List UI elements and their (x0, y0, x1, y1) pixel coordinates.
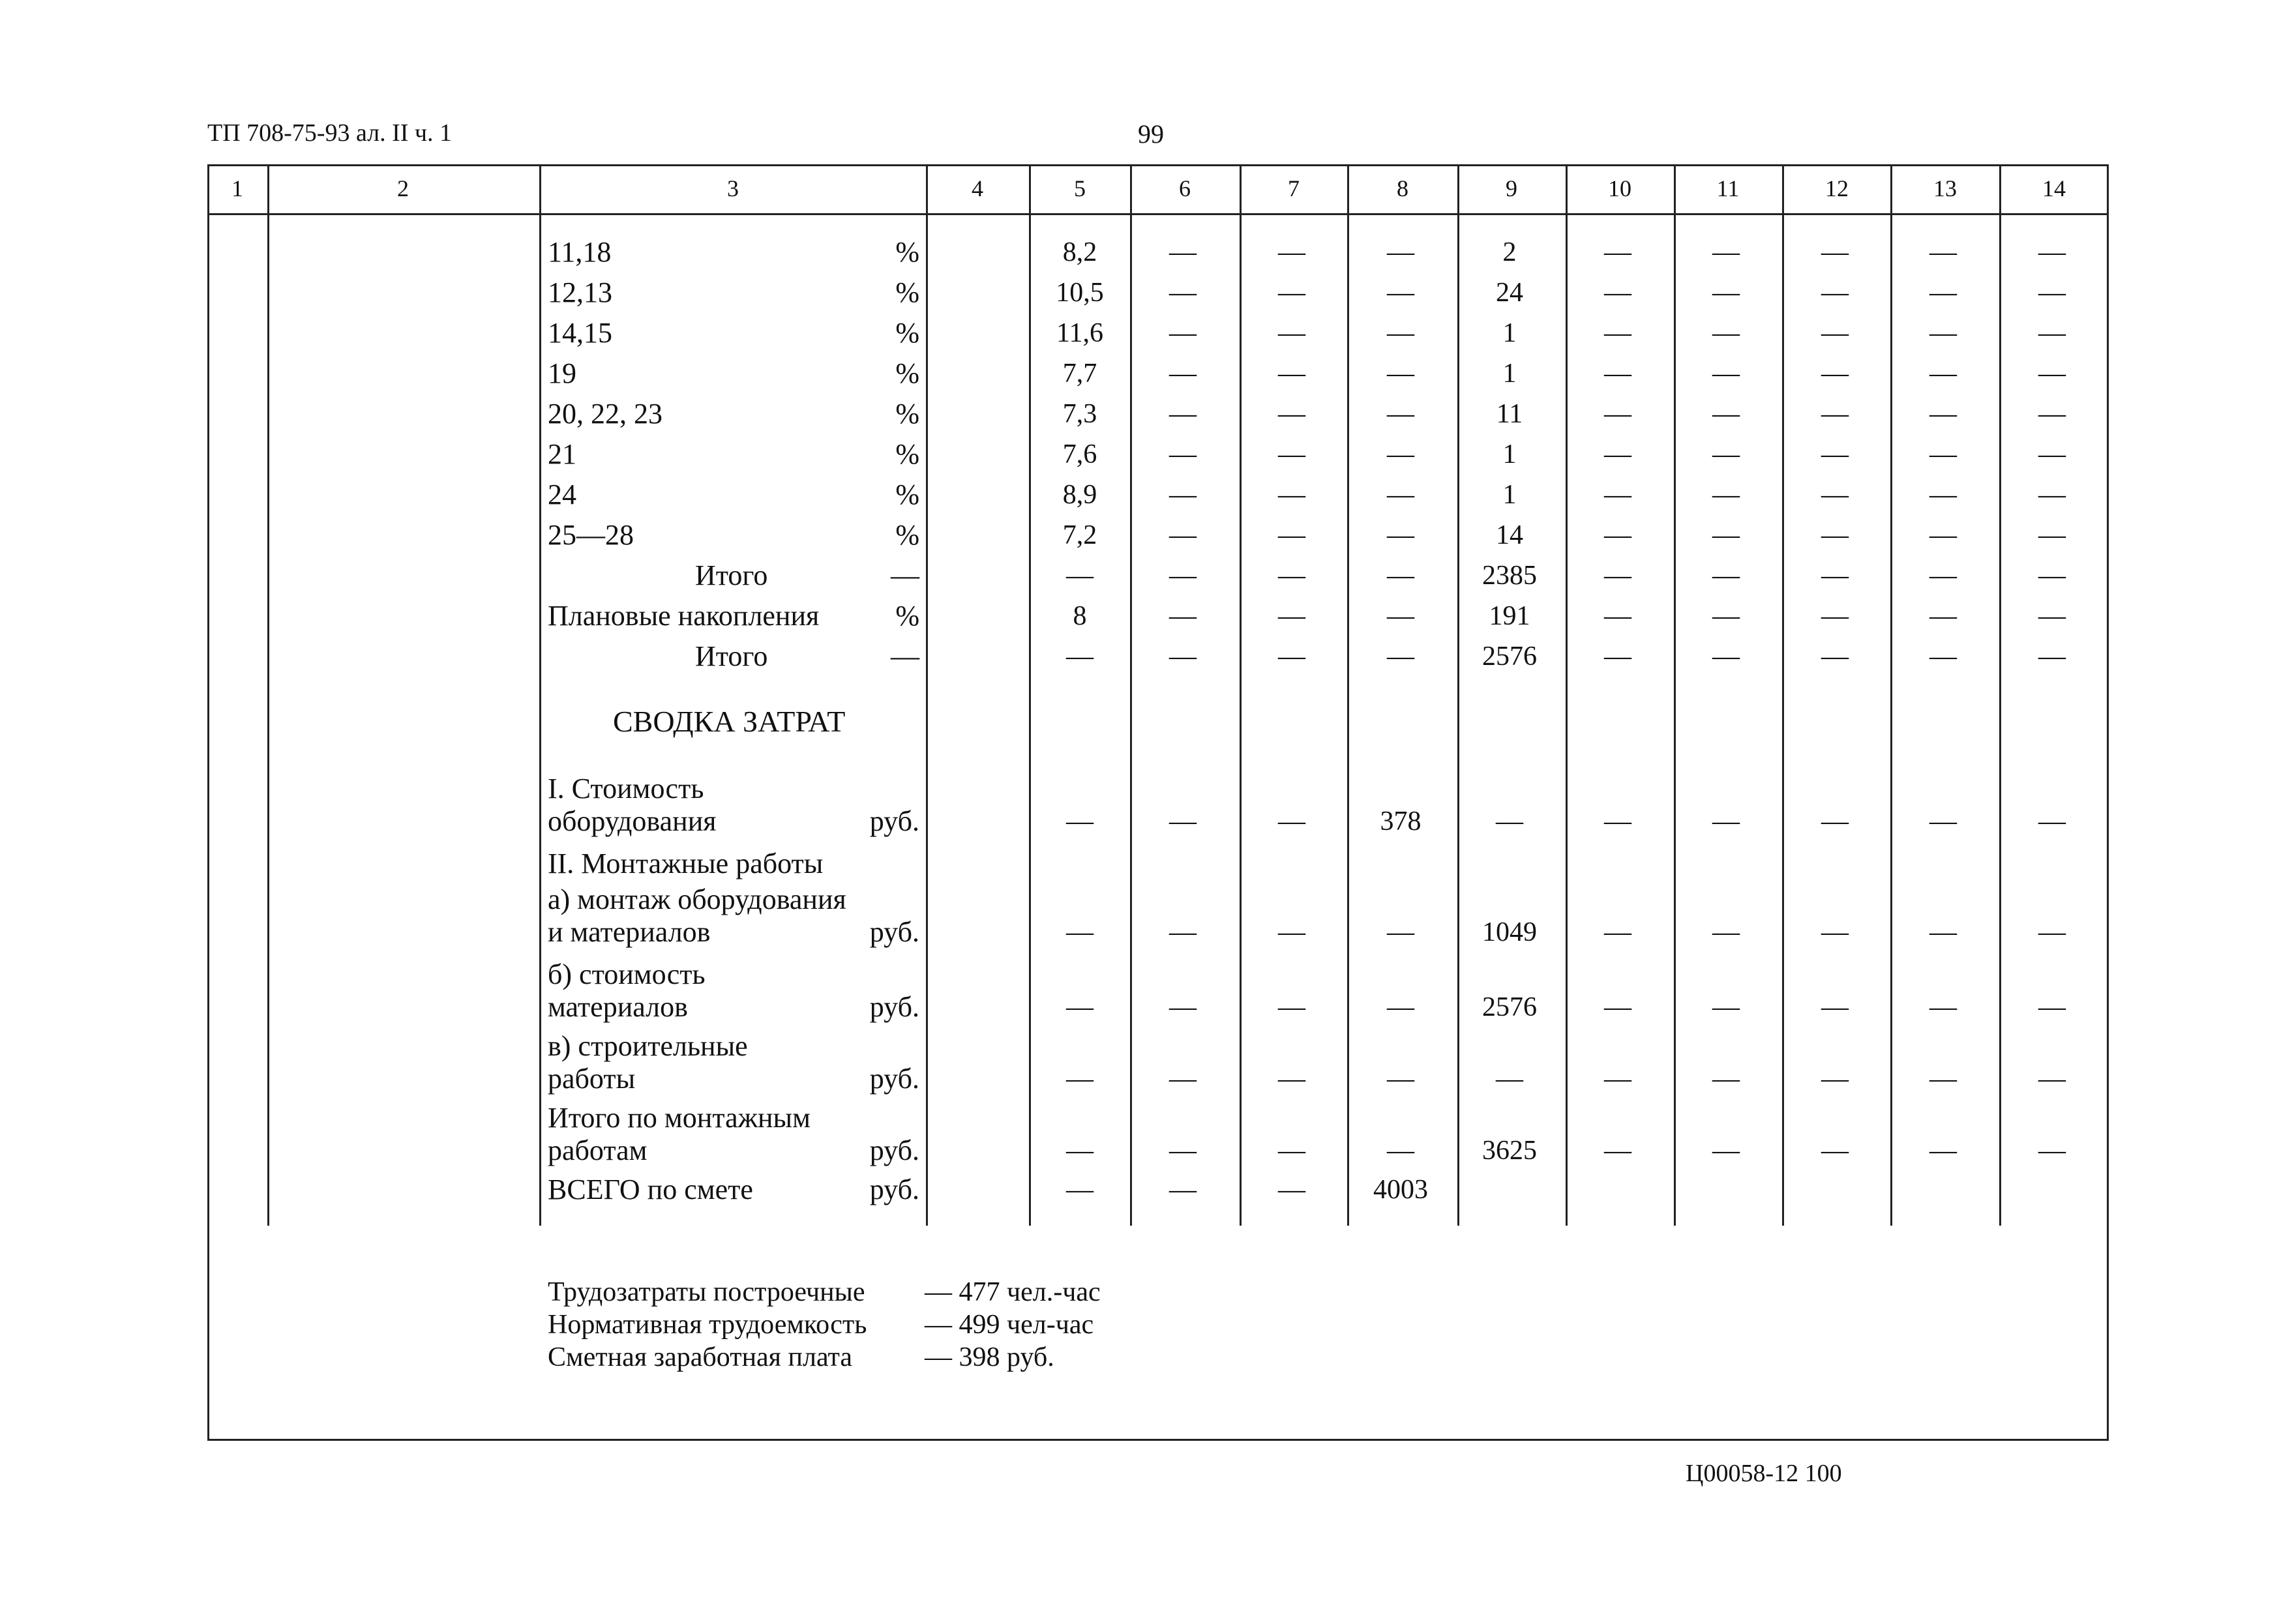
row-label: 25—28 (548, 519, 634, 551)
cell-c8: — (1387, 642, 1414, 672)
column-header: 8 (1397, 175, 1408, 201)
cell-c10: — (1604, 237, 1631, 267)
cell-c8: — (1387, 601, 1414, 631)
cell-c11: — (1712, 642, 1740, 672)
summary-cell-c10: — (1604, 1064, 1631, 1094)
summary-label: б) стоимость (548, 958, 706, 990)
col-divider-11 (1782, 164, 1784, 1226)
cell-c14: — (2038, 278, 2066, 308)
footnote-label: Сметная заработная плата (548, 1342, 853, 1372)
cell-c12: — (1821, 561, 1849, 591)
summary-unit: руб. (869, 1063, 919, 1095)
col-divider-2 (539, 164, 541, 1226)
row-label: 12,13 (548, 276, 612, 308)
row-unit: % (895, 438, 919, 470)
footer-code: Ц00058-12 100 (1686, 1460, 1842, 1487)
summary-cell-c10: — (1604, 806, 1631, 836)
cell-c7: — (1278, 561, 1305, 591)
cell-c5: 7,3 (1062, 399, 1097, 429)
summary-cell-c14: — (2038, 1064, 2066, 1094)
cell-c13: — (1929, 359, 1957, 389)
column-header: 9 (1506, 175, 1517, 201)
summary-cell-c11: — (1712, 917, 1740, 947)
cell-c10: — (1604, 399, 1631, 429)
row-label: Плановые накопления (548, 600, 820, 632)
summary-title: СВОДКА ЗАТРАТ (613, 705, 846, 738)
cell-c13: — (1929, 399, 1957, 429)
cell-c6: — (1169, 520, 1197, 550)
cell-c6: — (1169, 561, 1197, 591)
summary-cell-c7: — (1278, 806, 1305, 836)
cell-c5: 11,6 (1056, 318, 1103, 348)
column-header: 7 (1288, 175, 1300, 201)
cell-c6: — (1169, 642, 1197, 672)
col-divider-12 (1890, 164, 1892, 1226)
summary-cell-c10: — (1604, 1136, 1631, 1166)
summary-cell-c5: — (1066, 992, 1094, 1022)
summary-cell-c8: — (1387, 992, 1414, 1022)
summary-cell-c5: — (1066, 806, 1094, 836)
cell-c10: — (1604, 561, 1631, 591)
cell-c9: 2385 (1482, 561, 1537, 591)
cell-c13: — (1929, 601, 1957, 631)
column-header: 6 (1179, 175, 1191, 201)
cell-c14: — (2038, 237, 2066, 267)
summary-unit: руб. (869, 916, 919, 948)
cell-c5: 7,6 (1062, 439, 1097, 469)
cell-c14: — (2038, 399, 2066, 429)
summary-cell-c12: — (1821, 1136, 1849, 1166)
summary-cell-c11: — (1712, 992, 1740, 1022)
summary-cell-c5: — (1066, 1175, 1094, 1205)
cell-c8: — (1387, 561, 1414, 591)
page-number: 99 (1138, 119, 1164, 149)
cell-c7: — (1278, 278, 1305, 308)
cell-c12: — (1821, 642, 1849, 672)
cell-c9: 1 (1502, 439, 1517, 469)
cell-c5: 7,7 (1062, 359, 1097, 389)
cell-c8: — (1387, 318, 1414, 348)
cell-c13: — (1929, 480, 1957, 510)
summary-cell-c9: — (1496, 806, 1523, 836)
summary-cell-c7: — (1278, 1175, 1305, 1205)
summary-cell-c12: — (1821, 917, 1849, 947)
column-header: 14 (2042, 175, 2066, 201)
cell-c9: 11 (1496, 399, 1523, 429)
cell-c12: — (1821, 399, 1849, 429)
cell-c9: 2 (1502, 237, 1517, 267)
cell-c5: 8,2 (1062, 237, 1097, 267)
cell-c9: 24 (1496, 278, 1523, 308)
summary-cell-c7: — (1278, 1136, 1305, 1166)
summary-cell-c11: — (1712, 1136, 1740, 1166)
summary-label: II. Монтажные работы (548, 848, 824, 879)
cell-c6: — (1169, 399, 1197, 429)
summary-cell-c8: — (1387, 917, 1414, 947)
cell-c8: — (1387, 520, 1414, 550)
footnote-label: Трудозатраты построечные (548, 1277, 865, 1307)
summary-cell-c6: — (1169, 917, 1197, 947)
cell-c12: — (1821, 278, 1849, 308)
cell-c11: — (1712, 439, 1740, 469)
summary-cell-c14: — (2038, 1136, 2066, 1166)
cell-c9: 1 (1502, 318, 1517, 348)
summary-label-cont: материалов (548, 991, 688, 1023)
summary-label-cont: работы (548, 1063, 636, 1095)
cell-c5: 7,2 (1062, 520, 1097, 550)
summary-cell-c7: — (1278, 917, 1305, 947)
cell-c10: — (1604, 601, 1631, 631)
cell-c5: 10,5 (1056, 278, 1104, 308)
cell-c8: — (1387, 480, 1414, 510)
summary-cell-c6: — (1169, 992, 1197, 1022)
summary-label: I. Стоимость (548, 773, 704, 805)
row-label: 14,15 (548, 317, 612, 349)
footnote-value: — 398 руб. (925, 1342, 1054, 1372)
cell-c7: — (1278, 318, 1305, 348)
summary-cell-c12: — (1821, 1064, 1849, 1094)
cell-c5: 8 (1073, 601, 1087, 631)
summary-cell-c11: — (1712, 806, 1740, 836)
cell-c7: — (1278, 399, 1305, 429)
summary-cell-c14: — (2038, 992, 2066, 1022)
summary-cell-c10: — (1604, 992, 1631, 1022)
summary-cell-c10: — (1604, 917, 1631, 947)
cell-c7: — (1278, 480, 1305, 510)
cell-c11: — (1712, 278, 1740, 308)
cell-c9: 1 (1502, 359, 1517, 389)
summary-cell-c12: — (1821, 992, 1849, 1022)
cell-c7: — (1278, 359, 1305, 389)
col-divider-1 (267, 164, 269, 1226)
footnote-label: Нормативная трудоемкость (548, 1310, 867, 1340)
row-unit: % (895, 398, 919, 430)
row-unit: % (895, 236, 919, 268)
cell-c13: — (1929, 278, 1957, 308)
cell-c12: — (1821, 480, 1849, 510)
summary-cell-c8: 4003 (1373, 1175, 1428, 1205)
summary-cell-c6: — (1169, 806, 1197, 836)
summary-label: а) монтаж оборудования (548, 883, 846, 915)
summary-unit: руб. (869, 805, 919, 837)
table-frame (207, 164, 2109, 1441)
col-divider-6 (1240, 164, 1242, 1226)
cell-c6: — (1169, 318, 1197, 348)
cell-c13: — (1929, 439, 1957, 469)
cell-c6: — (1169, 237, 1197, 267)
summary-cell-c5: — (1066, 1064, 1094, 1094)
cell-c11: — (1712, 399, 1740, 429)
cell-c7: — (1278, 601, 1305, 631)
summary-cell-c8: — (1387, 1136, 1414, 1166)
cell-c7: — (1278, 520, 1305, 550)
cell-c6: — (1169, 278, 1197, 308)
summary-cell-c5: — (1066, 1136, 1094, 1166)
column-header: 5 (1074, 175, 1086, 201)
summary-cell-c7: — (1278, 1064, 1305, 1094)
summary-cell-c7: — (1278, 992, 1305, 1022)
cell-c13: — (1929, 520, 1957, 550)
header-divider (207, 213, 2109, 215)
row-label: 24 (548, 479, 576, 510)
cell-c13: — (1929, 237, 1957, 267)
column-header: 1 (231, 175, 243, 201)
cell-c14: — (2038, 480, 2066, 510)
cell-c10: — (1604, 642, 1631, 672)
cell-c5: — (1066, 561, 1094, 591)
cell-c14: — (2038, 359, 2066, 389)
summary-cell-c8: — (1387, 1064, 1414, 1094)
summary-cell-c5: — (1066, 917, 1094, 947)
row-label: 21 (548, 438, 576, 470)
cell-c8: — (1387, 278, 1414, 308)
row-unit: % (895, 317, 919, 349)
cell-c14: — (2038, 520, 2066, 550)
summary-cell-c6: — (1169, 1175, 1197, 1205)
summary-cell-c13: — (1929, 1136, 1957, 1166)
document-code: ТП 708-75-93 ал. II ч. 1 (207, 119, 453, 147)
cell-c5: — (1066, 642, 1094, 672)
cell-c11: — (1712, 480, 1740, 510)
row-unit: — (891, 559, 919, 591)
col-divider-3 (926, 164, 928, 1226)
summary-cell-c11: — (1712, 1064, 1740, 1094)
column-header: 12 (1825, 175, 1849, 201)
summary-label: Итого по монтажным (548, 1102, 811, 1134)
summary-label: ВСЕГО по смете (548, 1174, 753, 1205)
cell-c12: — (1821, 237, 1849, 267)
cell-c10: — (1604, 480, 1631, 510)
cell-c12: — (1821, 520, 1849, 550)
cell-c7: — (1278, 439, 1305, 469)
cell-c7: — (1278, 642, 1305, 672)
summary-cell-c14: — (2038, 917, 2066, 947)
summary-cell-c9: 2576 (1482, 992, 1537, 1022)
cell-c12: — (1821, 601, 1849, 631)
summary-cell-c6: — (1169, 1136, 1197, 1166)
cell-c11: — (1712, 318, 1740, 348)
cell-c14: — (2038, 318, 2066, 348)
col-divider-13 (1999, 164, 2001, 1226)
row-unit: % (895, 479, 919, 510)
cell-c10: — (1604, 359, 1631, 389)
summary-label-cont: оборудования (548, 805, 717, 837)
col-divider-8 (1457, 164, 1459, 1226)
column-header: 4 (972, 175, 983, 201)
cell-c14: — (2038, 642, 2066, 672)
cell-c11: — (1712, 359, 1740, 389)
summary-cell-c14: — (2038, 806, 2066, 836)
cell-c10: — (1604, 439, 1631, 469)
cell-c6: — (1169, 439, 1197, 469)
summary-unit: руб. (869, 1134, 919, 1166)
col-divider-7 (1347, 164, 1349, 1226)
summary-cell-c13: — (1929, 917, 1957, 947)
footnote-value: — 477 чел.-час (925, 1277, 1101, 1307)
cell-c13: — (1929, 642, 1957, 672)
cell-c11: — (1712, 561, 1740, 591)
col-divider-9 (1566, 164, 1568, 1226)
cell-c6: — (1169, 480, 1197, 510)
summary-label-cont: и материалов (548, 916, 711, 948)
cell-c14: — (2038, 601, 2066, 631)
cell-c9: 2576 (1482, 642, 1537, 672)
column-header: 13 (1933, 175, 1957, 201)
summary-cell-c13: — (1929, 1064, 1957, 1094)
row-label: 19 (548, 357, 576, 389)
cell-c14: — (2038, 439, 2066, 469)
cell-c10: — (1604, 318, 1631, 348)
row-unit: % (895, 600, 919, 632)
row-unit: % (895, 276, 919, 308)
summary-label-cont: работам (548, 1134, 647, 1166)
cell-c5: 8,9 (1062, 480, 1097, 510)
summary-cell-c9: — (1496, 1064, 1523, 1094)
cell-c10: — (1604, 520, 1631, 550)
column-header: 11 (1716, 175, 1740, 201)
row-label: 11,18 (548, 236, 612, 268)
cell-c12: — (1821, 359, 1849, 389)
summary-cell-c13: — (1929, 806, 1957, 836)
cell-c8: — (1387, 399, 1414, 429)
summary-label: в) строительные (548, 1030, 748, 1062)
cell-c11: — (1712, 237, 1740, 267)
cell-c11: — (1712, 601, 1740, 631)
row-unit: % (895, 357, 919, 389)
cell-c8: — (1387, 237, 1414, 267)
row-label: Итого (695, 640, 768, 672)
summary-unit: руб. (869, 991, 919, 1023)
row-unit: % (895, 519, 919, 551)
cell-c9: 1 (1502, 480, 1517, 510)
col-divider-10 (1674, 164, 1676, 1226)
summary-unit: руб. (869, 1174, 919, 1205)
cell-c10: — (1604, 278, 1631, 308)
cell-c8: — (1387, 359, 1414, 389)
row-label: 20, 22, 23 (548, 398, 662, 430)
cell-c6: — (1169, 601, 1197, 631)
cell-c12: — (1821, 439, 1849, 469)
cell-c9: 191 (1489, 601, 1530, 631)
col-divider-5 (1130, 164, 1132, 1226)
summary-cell-c8: 378 (1380, 806, 1421, 836)
row-label: Итого (695, 559, 768, 591)
cell-c14: — (2038, 561, 2066, 591)
column-header: 10 (1608, 175, 1631, 201)
cell-c7: — (1278, 237, 1305, 267)
summary-cell-c6: — (1169, 1064, 1197, 1094)
cell-c12: — (1821, 318, 1849, 348)
cell-c11: — (1712, 520, 1740, 550)
column-header: 3 (727, 175, 739, 201)
summary-cell-c9: 1049 (1482, 917, 1537, 947)
footnote-value: — 499 чел-час (925, 1310, 1094, 1340)
column-header: 2 (397, 175, 409, 201)
summary-cell-c12: — (1821, 806, 1849, 836)
summary-cell-c13: — (1929, 992, 1957, 1022)
cell-c6: — (1169, 359, 1197, 389)
cell-c8: — (1387, 439, 1414, 469)
cell-c9: 14 (1496, 520, 1523, 550)
summary-cell-c9: 3625 (1482, 1136, 1537, 1166)
cell-c13: — (1929, 561, 1957, 591)
row-unit: — (891, 640, 919, 672)
cell-c13: — (1929, 318, 1957, 348)
